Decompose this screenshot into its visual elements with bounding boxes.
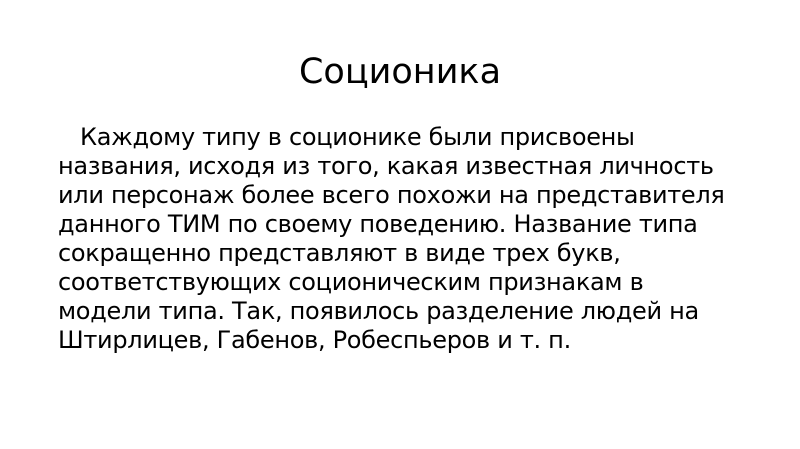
body-line: сокращенно представляют в виде трех букв, <box>58 239 621 267</box>
body-line: названия, исходя из того, какая известная личность <box>58 152 714 180</box>
slide-title: Соционика <box>298 52 502 92</box>
body-line: соответствующих соционическим признакам в <box>58 268 644 296</box>
body-line: модели типа. Так, появилось разделение людей на <box>58 297 699 325</box>
body-line: или персонаж более всего похожи на представителя <box>58 181 725 209</box>
body-line: данного ТИМ по своему поведению. Название типа <box>58 210 698 238</box>
slide-body-paragraph <box>58 123 758 355</box>
body-line: Штирлицев, Габенов, Робеспьеров и т. п. <box>58 326 571 354</box>
body-line: Каждому типу в соционике были присвоены <box>80 123 635 151</box>
